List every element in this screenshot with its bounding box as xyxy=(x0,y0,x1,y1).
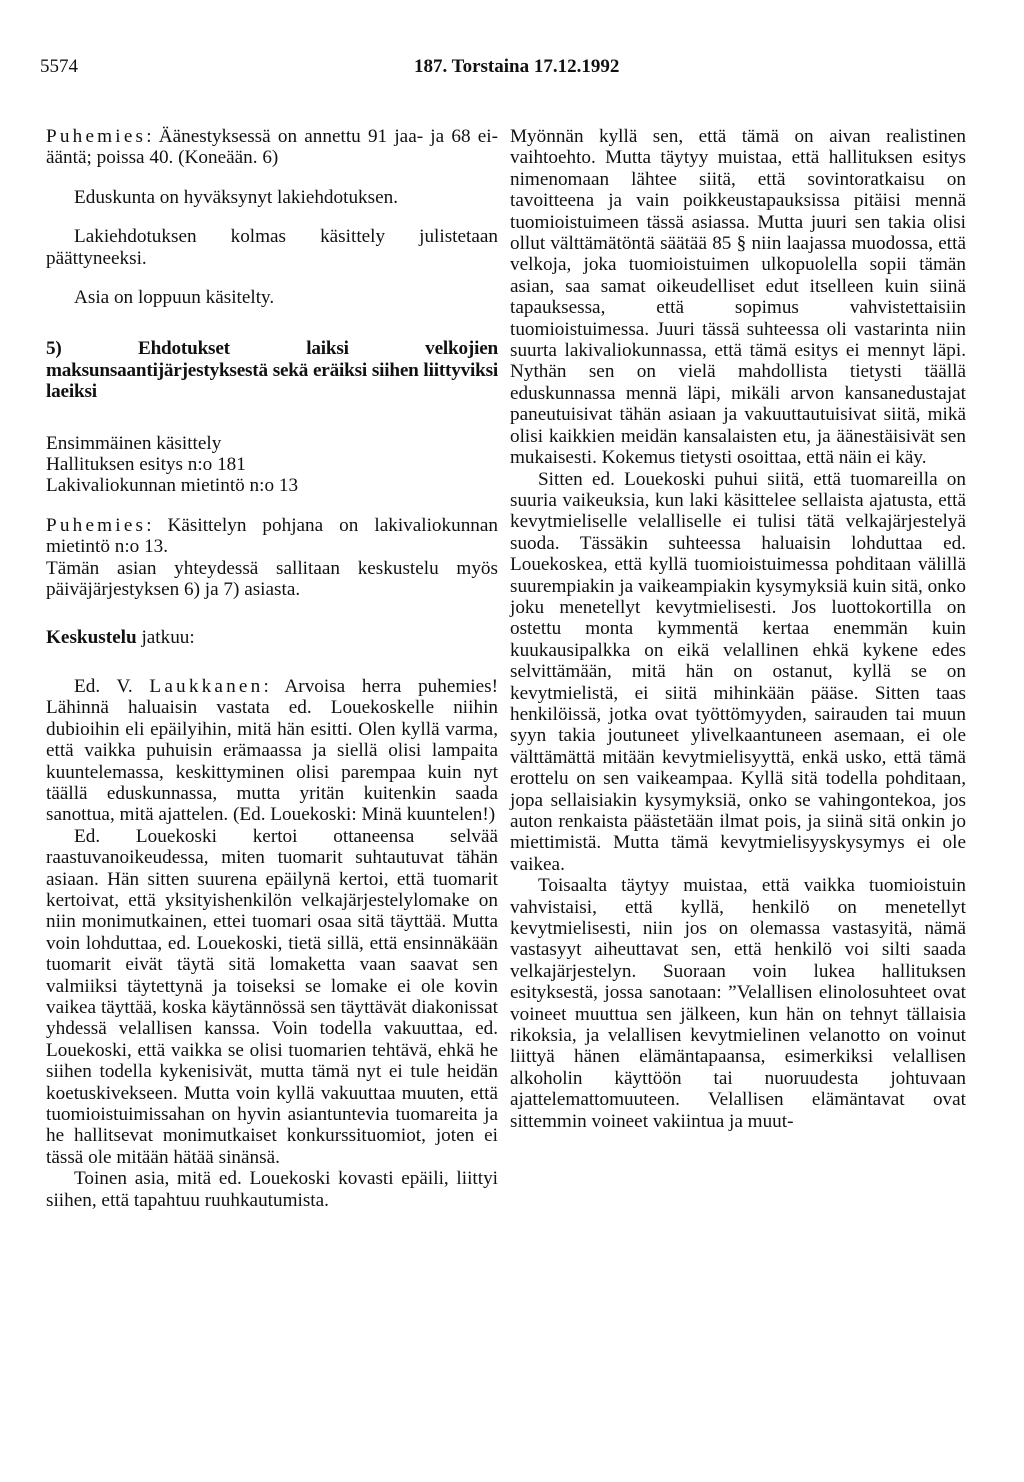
speech-paragraph: Toinen asia, mitä ed. Louekoski kovasti epäili, liittyi siihen, että tapahtuu ruuhkautumista. xyxy=(46,1168,498,1211)
info-line: Ensimmäinen käsittely xyxy=(46,432,222,454)
approval-statement: Eduskunta on hyväksynyt lakiehdotuksen. xyxy=(74,186,399,208)
agenda-item-info xyxy=(46,433,498,497)
left-column xyxy=(46,126,498,1211)
speech-opening: Ed. V. Laukkanen: Arvoisa herra puhemies! Lähinnä haluaisin vastata ed. Louekoskelle niihin dubioihin eli epäilyihin, mitä hän esitti. Olen kyllä varma, että vaikka puhuisin erämaassa ja siellä olisi lampaita kuuntelemassa, keskittyminen olisi parempaa kuin nyt täällä eduskunnassa, mutta yritän kuitenkin saada sanottua, mitä ajattelen. (Ed. Louekoski: Minä kuuntelen!) xyxy=(46,675,498,826)
chair-statement-basis: Puhemies: Käsittelyn pohjana on lakivaliokunnan mietintö n:o 13. xyxy=(46,514,498,558)
speaker-name: Puhemies xyxy=(46,514,147,536)
debate-permission: Tämän asian yhteydessä sallitaan keskustelu myös päiväjärjestyksen 6) ja 7) asiasta. xyxy=(46,557,498,601)
chair-statement-vote: Puhemies: Äänestyksessä on annettu 91 jaa- ja 68 ei-ääntä; poissa 40. (Koneään. 6) xyxy=(46,126,498,169)
page-number: 5574 xyxy=(40,56,78,77)
speech-paragraph: Ed. Louekoski kertoi ottaneensa selvää raastuvanoikeudessa, miten tuomarit suhtautuvat tähän asiaan. Hän sitten suurena epäilynä kertoi, että tuomarit kertoivat, että yksityishenkilön velkajärjestelylomake on niin monimutkainen, ettei tuomari osaa sitä täyttää. Mutta voin lohduttaa, ed. Louekoski, tietä sillä, että ensinnäkään tuomarit eivät täytä sitä lomaketta vaan saavat sen valmiiksi täytettynä ja toiseksi se lomake ei ole kovin vaikea täyttää, koska käytännössä sen täyttävät diakonissat yhdessä velallisen kanssa. Voin todella vakuuttaa, ed. Louekoski, että vaikka se olisi tuomarien tehtävä, ehkä he siihen todella kykenisivät, mutta tämä nyt ei tule heidän koetuskivekseen. Mutta voin kyllä vakuuttaa muuten, että tuomioistuimissahan on hyvin asiantuntevia tuomareita ja he hallitsevat monimutkaiset konkurssituomiot, joten ei tässä ole mitään hätää sinänsä. xyxy=(46,825,498,1168)
speech-paragraph: Sitten ed. Louekoski puhui siitä, että tuomareilla on suuria vaikeuksia, kun laki käsittelee sellaista ajatusta, että kevytmieliselle velalliselle ei tulisi tätä velkajärjestelyä suoda. Tässäkin suhteessa haluaisin lohduttaa ed. Louekoskea, että kyllä tuomioistuimessa pohditaan välillä suurempiakin ja vaikeampiakin kysymyksiä kuin sitä, onko joku menetellyt kevytmielisesti. Jos luottokortilla on ostettu monta kymmentä kertaa enemmän kuin kuukausipalkka on eikä velallinen ehkä kykene edes selvittämään, mitä hän on ostanut, kyllä se on kevytmielistä, ei siitä mihinkään pääse. Sitten taas henkilöissä, jotka ovat työttömyyden, sairauden tai muun syyn takia joutuneet ylivelkaantuneen asemaan, ei ole välttämättä mitään kevytmielisyyttä, enkä usko, että tämä erottelu on sen vaikeampaa. Kyllä sitä todella pohditaan, jopa sellaisiakin kysymyksiä, onko se vahingontekoa, jos auton renkaista päästetään ilmat pois, ja siinä sitä onkin jo miettimistä. Mutta tämä kevytmielisyyskysymys ei ole vaikea. xyxy=(510,468,966,875)
agenda-item-heading: 5) Ehdotukset laiksi velkojien maksunsaantijärjestyksestä sekä eräiksi siihen liittyviksi laeiksi xyxy=(46,338,498,403)
matter-closed-statement: Asia on loppuun käsitelty. xyxy=(74,287,275,309)
speech-paragraph: Toisaalta täytyy muistaa, että vaikka tuomioistuin vahvistaisi, että kyllä, henkilö on menetellyt kevytmielisesti, niin jos on olemassa vastasyitä, nämä vastasyyt aiheuttavat sen, että henkilö voi silti saada velkajärjestelyn. Suoraan voin lukea hallituksen esityksestä, jossa sanotaan: ”Velallisen elinolosuhteet ovat voineet muuttua sen jälkeen, kun hän on tehnyt tällaisia rikoksia, ja velallisen kevytmielinen velanotto on voinut liittyä hänen elämäntapaansa, esimerkiksi velallisen alkoholin käyttöön tai nuoruudesta johtuvaan ajattelemattomuuteen. Velallisen elämäntavat ovat sittemmin voineet vakiintua ja muut- xyxy=(510,875,966,1132)
info-line: Lakivaliokunnan mietintö n:o 13 xyxy=(46,475,299,497)
speech-paragraph: Myönnän kyllä sen, että tämä on aivan realistinen vaihtoehto. Mutta täytyy muistaa, että hallituksen esitys nimenomaan lähtee siitä, että sovintoratkaisu on tavoitteena ja vain poikkeustapauksissa pitäisi mennä tuomioistuimeen tässä asiassa. Mutta juuri sen takia olisi ollut välttämätöntä säätää 85 § niin laajassa muodossa, että velkoja, joka tuomioistuimen ulkopuolella sopii tämän asian, saa samat oikeudelliset edut itselleen kuin siinä tapauksessa, että sopimus vahvistettaisiin tuomioistuimessa. Juuri tässä suhteessa oli vastarinta niin suurta lakivaliokunnassa, että tämä esitys ei mennyt läpi. Nythän sen on vielä mahdollista tietysti täällä eduskunnassa mennä läpi, mikäli arvon kansanedustajat paneutuisivat tähän asiaan ja vakuuttautuisivat siitä, mikä olisi kaikkien meidän kansalaisten etu, ja äänestäisivät sen mukaisesti. Kokemus tietysti osoittaa, että näin ei käy. xyxy=(510,126,966,469)
speaker-name: Laukkanen xyxy=(149,675,264,697)
debate-continues: Keskustelu jatkuu: xyxy=(46,626,195,648)
page-header xyxy=(40,56,984,86)
info-line: Hallituksen esitys n:o 181 xyxy=(46,454,246,476)
right-column xyxy=(510,126,966,1132)
speaker-name: Puhemies xyxy=(46,126,147,147)
reading-closed-statement: Lakiehdotuksen kolmas käsittely julistetaan päättyneeksi. xyxy=(46,226,498,269)
session-title: 187. Torstaina 17.12.1992 xyxy=(414,56,620,77)
